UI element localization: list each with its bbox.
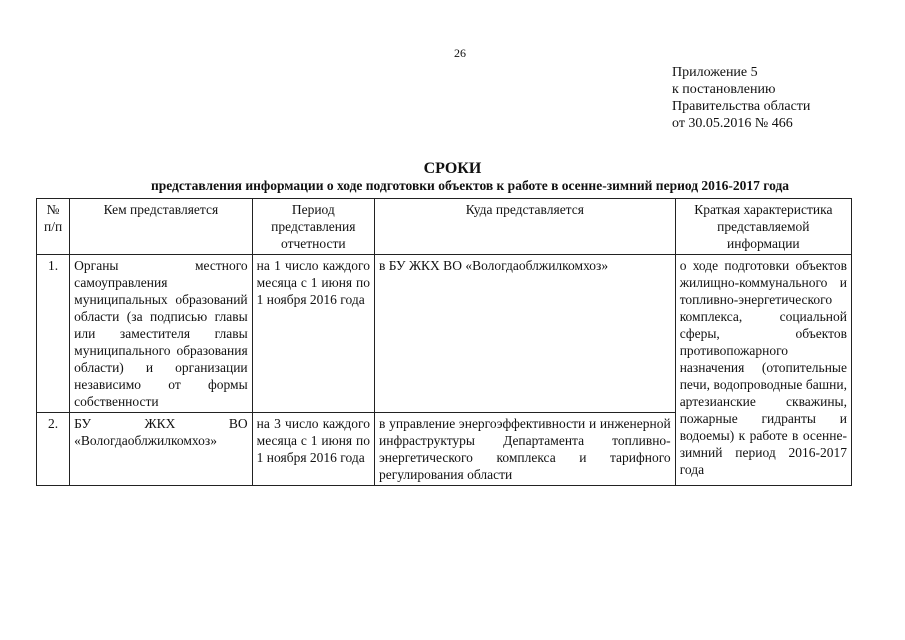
document-title: СРОКИ: [423, 160, 482, 177]
document-subtitle: представления информации о ходе подготовки объектов к работе в осенне-зимний период 2016-2017 года: [150, 178, 790, 193]
row-number: 2.: [37, 413, 70, 486]
appendix-block: [672, 64, 810, 132]
header-number: № п/п: [37, 199, 70, 255]
appendix-line: к постановлению: [672, 82, 776, 97]
table-row: [37, 255, 852, 413]
row-where: в управление энергоэффективности и инженерной инфраструктуры Департамента топливно-энергетического комплекса и тарифного регулирования области: [375, 413, 676, 486]
header-period: Период представления отчетности: [252, 199, 374, 255]
row-period: на 3 число каждого месяца с 1 июня по 1 ноября 2016 года: [252, 413, 374, 486]
appendix-line: от 30.05.2016 № 466: [672, 116, 793, 131]
row-who: Органы местного самоуправления муниципальных образований области (за подписью главы или заместителя главы муниципального образования области) и организации независимо от формы собственности: [70, 255, 252, 413]
header-who: Кем представляется: [70, 199, 252, 255]
page-number: 26: [454, 46, 466, 60]
header-where: Куда представляется: [375, 199, 676, 255]
row-who: БУ ЖКХ ВО «Вологдаоблжилкомхоз»: [70, 413, 252, 486]
appendix-line: Правительства области: [672, 99, 811, 114]
row-period: на 1 число каждого месяца с 1 июня по 1 ноября 2016 года: [252, 255, 374, 413]
row-info: о ходе подготовки объектов жилищно-коммунального и топливно-энергетического комплекса, социальной сферы, объектов противопожарного назначения (отопительные печи, водопроводные башни, артезианские скважины, пожарные гидранты и водоемы) к работе в осенне-зимний период 2016-2017 года: [675, 255, 851, 486]
header-info: Краткая характеристика представляемой информации: [675, 199, 851, 255]
row-where: в БУ ЖКХ ВО «Вологдаоблжилкомхоз»: [375, 255, 676, 413]
appendix-line: Приложение 5: [672, 65, 758, 80]
deadlines-table: [36, 198, 852, 486]
table-header-row: [37, 199, 852, 255]
row-number: 1.: [37, 255, 70, 413]
